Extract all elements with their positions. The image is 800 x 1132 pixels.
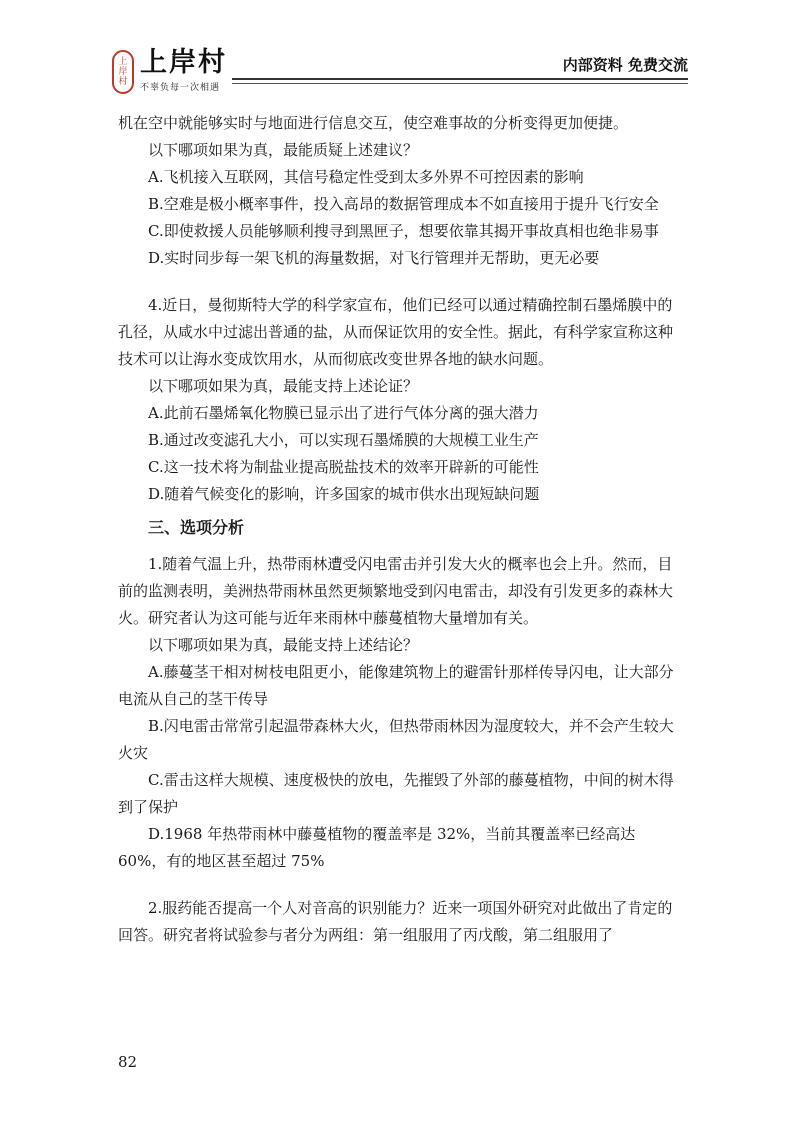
- option-d: D.1968 年热带雨林中藤蔓植物的覆盖率是 32%，当前其覆盖率已经高达 60%，有的地区甚至超过 75%: [118, 825, 636, 870]
- option-a: A.藤蔓茎干相对树枝电阻更小，能像建筑物上的避雷针那样传导闪电，让大部分电流从自己的茎干传导: [118, 663, 674, 708]
- option-d: D.随着气候变化的影响，许多国家的城市供水出现短缺问题: [148, 485, 540, 503]
- question-prompt: 以下哪项如果为真，最能质疑上述建议？: [148, 141, 419, 159]
- question-prompt: 以下哪项如果为真，最能支持上述结论？: [148, 636, 419, 654]
- question-stem: 2.服药能否提高一个人对音高的识别能力？近来一项国外研究对此做出了肯定的回答。研究者将试验参与者分为两组：第一组服用了丙戊酸，第二组服用了: [118, 899, 673, 944]
- question-stem: 4.近日，曼彻斯特大学的科学家宣布，他们已经可以通过精确控制石墨烯膜中的孔径，从咸水中过滤出普通的盐，从而保证饮用的安全性。据此，有科学家宣称这种技术可以让海水变成饮用水，从而彻底改变世界各地的缺水问题。: [118, 296, 674, 368]
- option-c: C.即使救援人员能够顺利搜寻到黑匣子，想要依靠其揭开事故真相也绝非易事: [148, 222, 659, 240]
- question-stem: 1.随着气温上升，热带雨林遭受闪电雷击并引发大火的概率也会上升。然而，目前的监测表明，美洲热带雨林虽然更频繁地受到闪电雷击，却没有引发更多的森林大火。研究者认为这可能与近年来雨林中藤蔓植物大量增加有关。: [118, 555, 674, 627]
- page-number: 82: [118, 1053, 138, 1071]
- option-a: A.飞机接入互联网，其信号稳定性受到太多外界不可控因素的影响: [148, 168, 584, 186]
- brand-name: 上岸村: [140, 47, 227, 78]
- section-heading: 三、选项分析: [148, 518, 245, 537]
- header-rule-thin: [232, 83, 688, 84]
- option-c: C.雷击这样大规模、速度极快的放电，先摧毁了外部的藤蔓植物，中间的树木得到了保护: [118, 771, 674, 816]
- paragraph: 机在空中就能够实时与地面进行信息交互，使空难事故的分析变得更加便捷。: [118, 114, 629, 132]
- question-prompt: 以下哪项如果为真，最能支持上述论证？: [148, 377, 419, 395]
- option-b: B.空难是极小概率事件，投入高昂的数据管理成本不如直接用于提升飞行安全: [148, 195, 659, 213]
- option-c: C.这一技术将为制盐业提高脱盐技术的效率开辟新的可能性: [148, 458, 539, 476]
- seal-char: 村: [118, 77, 128, 87]
- option-b: B.闪电雷击常常引起温带森林大火，但热带雨林因为湿度较大，并不会产生较大火灾: [118, 717, 674, 762]
- page-content: [118, 110, 682, 949]
- header-label: 内部资料 免费交流: [562, 56, 688, 74]
- header-rule: [232, 78, 688, 80]
- option-b: B.通过改变滤孔大小，可以实现石墨烯膜的大规模工业生产: [148, 431, 539, 449]
- option-d: D.实时同步每一架飞机的海量数据，对飞行管理并无帮助，更无必要: [148, 249, 600, 267]
- option-a: A.此前石墨烯氧化物膜已显示出了进行气体分离的强大潜力: [148, 404, 539, 422]
- seal-char: 岸: [118, 67, 128, 77]
- seal-char: 上: [118, 57, 128, 67]
- brand-slogan: 不辜负每一次相遇: [140, 83, 221, 93]
- page-header: [0, 0, 800, 110]
- brand-seal-logo: [112, 50, 134, 94]
